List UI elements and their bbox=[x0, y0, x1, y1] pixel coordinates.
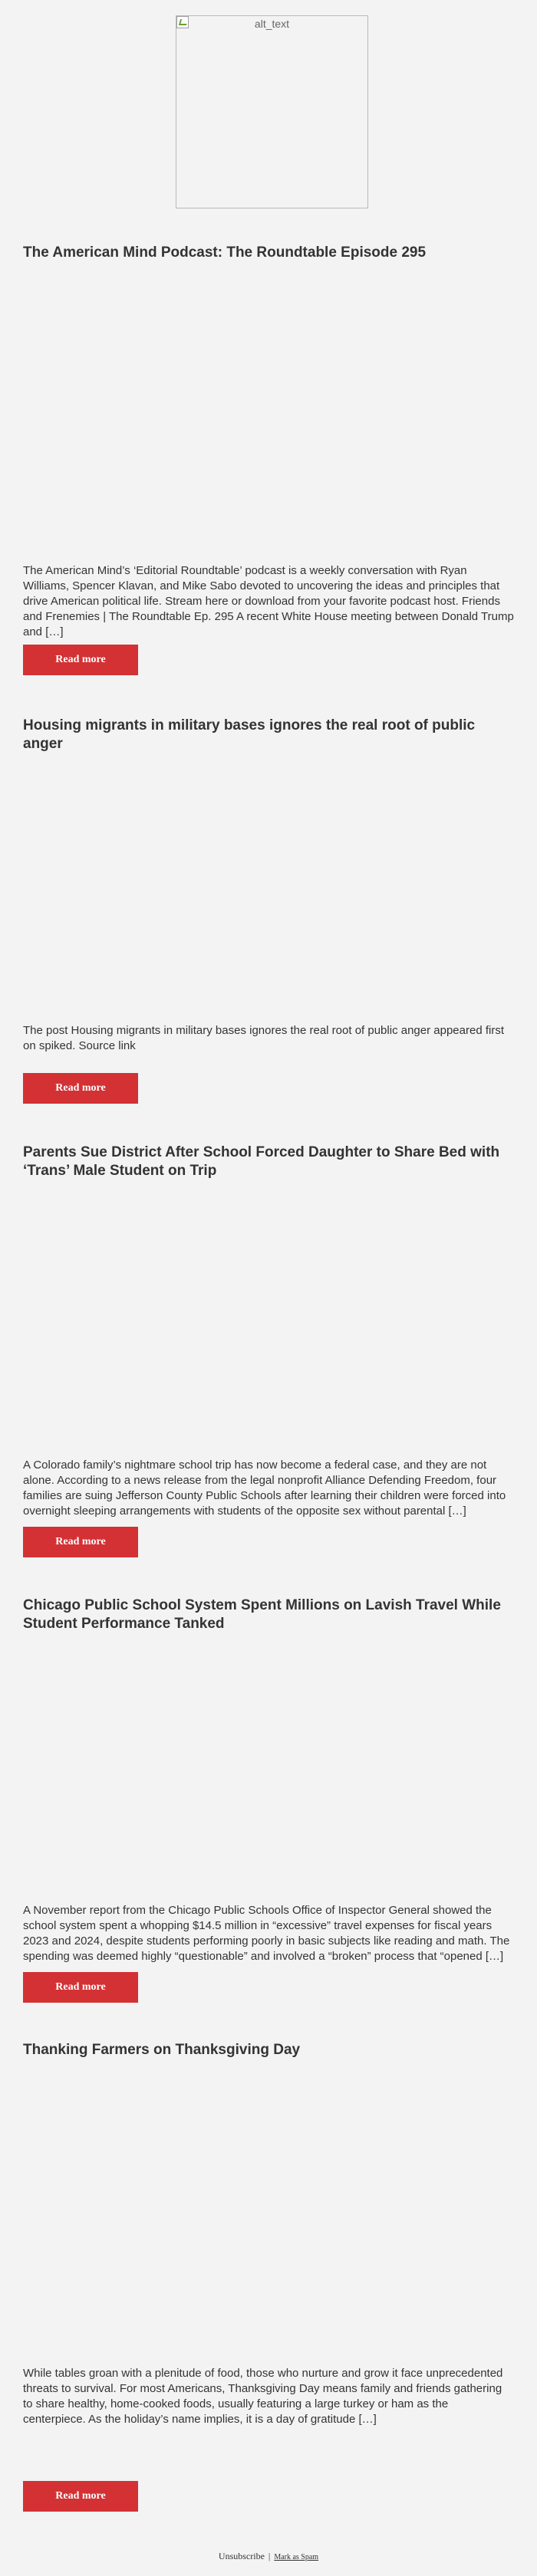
article-image[interactable] bbox=[23, 1642, 514, 1922]
article-image[interactable] bbox=[23, 2072, 514, 2351]
read-more-button[interactable]: Read more bbox=[23, 645, 138, 675]
article-excerpt: The post Housing migrants in military bases ignores the real root of public anger appeared first on spiked. Source link bbox=[23, 1024, 504, 1052]
article-excerpt: The American Mind’s ‘Editorial Roundtable’ podcast is a weekly conversation with Ryan Williams, Spencer Klavan, and Mike Sabo devoted to uncovering the ideas and principles that drive American political life. Stream here or download from your favorite podcast host. Friends and Frenemies | The Roundtable Ep. 295 A recent White House meeting between Donald Trump and […] bbox=[23, 564, 514, 638]
mark-as-spam-link[interactable]: Mark as Spam bbox=[274, 2553, 319, 2561]
article-image[interactable] bbox=[23, 747, 514, 1027]
article-title[interactable]: Parents Sue District After School Forced Daughter to Share Bed with ‘Trans’ Male Student on Trip bbox=[23, 1144, 500, 1179]
article-card bbox=[23, 2041, 514, 2502]
article-title[interactable]: The American Mind Podcast: The Roundtable Episode 295 bbox=[23, 244, 427, 261]
logo-alt-text: alt_text bbox=[254, 18, 290, 30]
article-title[interactable]: Housing migrants in military bases ignores the real root of public anger bbox=[23, 717, 476, 752]
article-title[interactable]: Thanking Farmers on Thanksgiving Day bbox=[23, 2042, 301, 2058]
article-excerpt: A Colorado family’s nightmare school trip has now become a federal case, and they are not alone. According to a news release from the legal nonprofit Alliance Defending Freedom, four families are suing Jefferson County Public Schools after learning their children were forced into overnight sleeping arrangements with students of the opposite sex without parental […] bbox=[23, 1459, 506, 1518]
read-more-button[interactable]: Read more bbox=[23, 1527, 138, 1557]
article-card bbox=[23, 244, 514, 665]
article-card bbox=[23, 717, 514, 1115]
article-excerpt: While tables groan with a plenitude of food, those who nurture and grow it face unprecedented threats to survival. For most Americans, Thanksgiving Day means family and friends gathering to share healthy, home-cooked foods, usually featuring a large turkey or ham as the centerpiece. As the holiday’s name implies, it is a day of gratitude […] bbox=[23, 2367, 503, 2426]
article-image[interactable] bbox=[23, 1190, 514, 1469]
email-footer bbox=[0, 2551, 537, 2562]
article-card bbox=[23, 1144, 514, 1547]
footer-separator: | bbox=[268, 2551, 271, 2561]
read-more-button[interactable]: Read more bbox=[23, 1972, 138, 2003]
article-image[interactable] bbox=[23, 274, 514, 554]
read-more-button[interactable]: Read more bbox=[23, 2481, 138, 2512]
article-excerpt: A November report from the Chicago Public Schools Office of Inspector General showed the school system spent a whopping $14.5 million in “excessive” travel expenses for fiscal years 2023 and 2024, despite students performing poorly in basic subjects like reading and math. The spending was deemed highly “questionable” and involved a “broken” process that “opened […] bbox=[23, 1904, 510, 1963]
header-logo-image bbox=[176, 15, 368, 208]
unsubscribe-link[interactable]: Unsubscribe bbox=[218, 2551, 265, 2561]
read-more-button[interactable]: Read more bbox=[23, 1073, 138, 1104]
article-title[interactable]: Chicago Public School System Spent Millions on Lavish Travel While Student Performance Tanked bbox=[23, 1597, 501, 1632]
article-card bbox=[23, 1596, 514, 1995]
